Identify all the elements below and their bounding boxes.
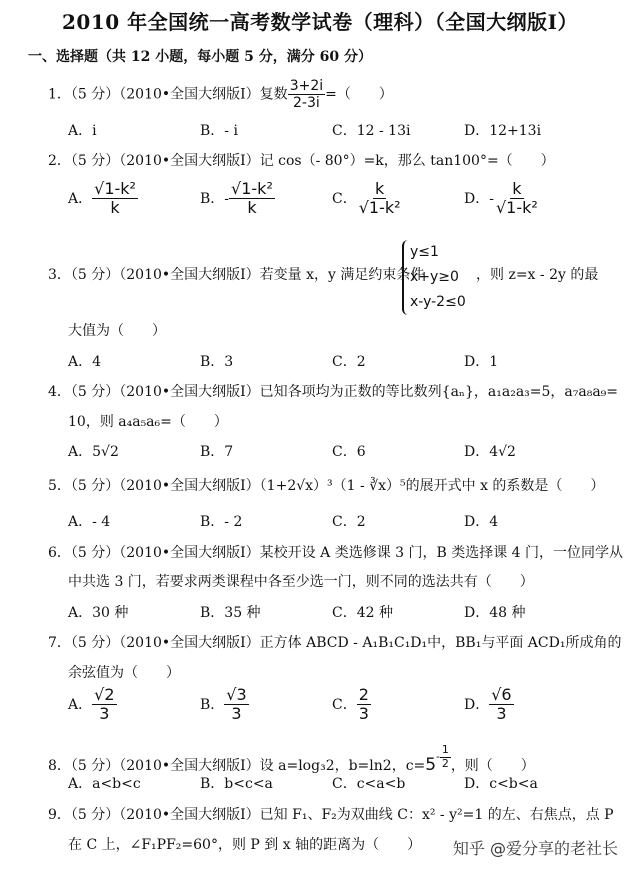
- option-a: A．a<b<c: [68, 776, 141, 792]
- option-a: A．30 种: [68, 605, 129, 621]
- fraction-denominator: 3: [231, 704, 242, 724]
- power-base: 5: [425, 755, 437, 776]
- option-b: B．35 种: [200, 605, 261, 621]
- option-fraction: [357, 180, 403, 218]
- option-a: A．i: [68, 123, 97, 139]
- fraction-denominator: √1-k²: [358, 198, 401, 218]
- option-a: A．4: [68, 354, 102, 370]
- option-d: D．c<b<a: [464, 776, 538, 792]
- fraction-denominator: √1-k²: [495, 198, 538, 218]
- option-fraction: [489, 686, 513, 724]
- page-title: 2010 年全国统一高考数学试卷（理科）（全国大纲版Ⅰ）: [62, 10, 578, 34]
- option-a: [68, 686, 117, 724]
- question-4-line2: 10，则 a₄a₅a₆=（ ）: [68, 414, 228, 430]
- question-3-prefix: 3．（5 分）（2010•全国大纲版Ⅰ）若变量 x，y 满足约束条件: [48, 267, 425, 283]
- option-b: B．- 2: [200, 514, 243, 530]
- question-8-suffix: ，则（ ）: [450, 758, 535, 775]
- question-7-line2: 余弦值为（ ）: [68, 665, 180, 681]
- option-c: C．2: [332, 354, 366, 370]
- option-label: C．: [332, 190, 357, 207]
- question-9-line1: 9．（5 分）（2010•全国大纲版Ⅰ）已知 F₁、F₂为双曲线 C：x² - y²=1 的左、右焦点，点 P: [48, 807, 614, 823]
- option-label: B．: [200, 696, 225, 713]
- question-4-line1: 4．（5 分）（2010•全国大纲版Ⅰ）已知各项均为正数的等比数列{aₙ}，a₁a₂a₃=5，a₇a₈a₉=: [48, 384, 619, 400]
- fraction-numerator: 2: [358, 685, 369, 704]
- fraction-denominator: k: [110, 198, 120, 218]
- option-d: D．4: [464, 514, 499, 530]
- option-fraction: [224, 686, 248, 724]
- question-1-suffix: =（ ）: [325, 86, 393, 103]
- fraction-denominator: k: [247, 198, 257, 218]
- option-d: [464, 180, 540, 218]
- constraint-2: x+y≥0: [410, 269, 459, 285]
- question-1: [48, 78, 393, 111]
- option-a: [68, 180, 138, 218]
- fraction-denominator: 2-3i: [293, 95, 320, 112]
- fraction-numerator: √3: [226, 685, 247, 704]
- fraction-numerator: √6: [491, 685, 512, 704]
- question-1-fraction: [288, 78, 325, 111]
- watermark: 知乎 @爱分享的老社长: [452, 839, 618, 858]
- question-2: 2．（5 分）（2010•全国大纲版Ⅰ）记 cos（- 80°）=k，那么 tan100°=（ ）: [48, 153, 555, 169]
- option-c: C．c<a<b: [332, 776, 406, 792]
- option-a: A．- 4: [68, 514, 111, 530]
- fraction-numerator: √1-k²: [94, 179, 136, 198]
- question-5: 5．（5 分）（2010•全国大纲版Ⅰ）（1+2√x）³（1 - ∛x）⁵的展开式中 x 的系数是（ ）: [48, 478, 605, 494]
- fraction-denominator: 3: [99, 704, 110, 724]
- option-c: C．2: [332, 514, 366, 530]
- option-fraction: [92, 686, 116, 724]
- option-label: A．: [68, 696, 93, 713]
- option-b: B．3: [200, 354, 234, 370]
- power-exponent: [436, 744, 451, 770]
- option-c: [332, 180, 403, 218]
- fraction-numerator: 3+2i: [289, 78, 324, 94]
- question-8-prefix: 8．（5 分）（2010•全国大纲版Ⅰ）设 a=log₃2，b=ln2，c=: [48, 758, 426, 775]
- option-a: A．5√2: [68, 444, 119, 460]
- option-b: [200, 686, 249, 724]
- option-fraction: [229, 180, 275, 218]
- fraction-numerator: k: [375, 179, 385, 198]
- exponent-fraction: [440, 744, 451, 770]
- question-8: [48, 744, 535, 775]
- question-9-line2: 在 C 上，∠F₁PF₂=60°，则 P 到 x 轴的距离为（ ）: [68, 837, 422, 853]
- fraction-numerator: √1-k²: [231, 179, 273, 198]
- option-b: B．b<c<a: [200, 776, 273, 792]
- option-c: C．42 种: [332, 605, 393, 621]
- question-3-line2: 大值为（ ）: [68, 323, 166, 339]
- option-label: B．: [200, 190, 225, 207]
- constraint-3: x-y-2≤0: [410, 294, 466, 310]
- option-c: C．12 - 13i: [332, 123, 411, 139]
- option-label: A．: [68, 190, 93, 207]
- option-d: D．1: [464, 354, 499, 370]
- option-fraction: [92, 180, 138, 218]
- fraction-denominator: 3: [496, 704, 507, 724]
- option-sign: -: [224, 190, 230, 207]
- question-6-line2: 中共选 3 门，若要求两类课程中各至少选一门，则不同的选法共有（ ）: [68, 574, 534, 590]
- option-b: B．7: [200, 444, 234, 460]
- option-d: D．12+13i: [464, 123, 542, 139]
- option-c: [332, 686, 371, 724]
- fraction-numerator: √2: [94, 685, 115, 704]
- option-label: C．: [332, 696, 357, 713]
- option-fraction: [357, 686, 371, 724]
- fraction-numerator: k: [512, 179, 522, 198]
- constraint-system: [402, 240, 466, 315]
- fraction-denominator: 2: [441, 756, 449, 770]
- option-c: C．6: [332, 444, 366, 460]
- option-b: B．- i: [200, 123, 238, 139]
- option-b: [200, 180, 275, 218]
- question-3-suffix: ，则 z=x - 2y 的最: [476, 267, 599, 283]
- option-d: [464, 686, 514, 724]
- option-d: D．4√2: [464, 444, 516, 460]
- option-d: D．48 种: [464, 605, 526, 621]
- question-6-line1: 6．（5 分）（2010•全国大纲版Ⅰ）某校开设 A 类选修课 3 门，B 类选择课 4 门，一位同学从: [48, 545, 624, 561]
- section-heading: 一、选择题（共 12 小题，每小题 5 分，满分 60 分）: [28, 49, 372, 65]
- option-sign: -: [489, 190, 494, 207]
- option-label: D．: [464, 696, 490, 713]
- option-fraction: [494, 180, 540, 218]
- option-label: D．: [464, 190, 490, 207]
- fraction-denominator: 3: [358, 704, 369, 724]
- question-7-line1: 7．（5 分）（2010•全国大纲版Ⅰ）正方体 ABCD - A₁B₁C₁D₁中，BB₁与平面 ACD₁所成角的: [48, 635, 622, 651]
- exponent-sign: -: [436, 750, 440, 764]
- fraction-numerator: 1: [441, 743, 449, 756]
- constraint-1: y≤1: [410, 244, 439, 260]
- question-1-prefix: 1．（5 分）（2010•全国大纲版Ⅰ）复数: [48, 86, 288, 103]
